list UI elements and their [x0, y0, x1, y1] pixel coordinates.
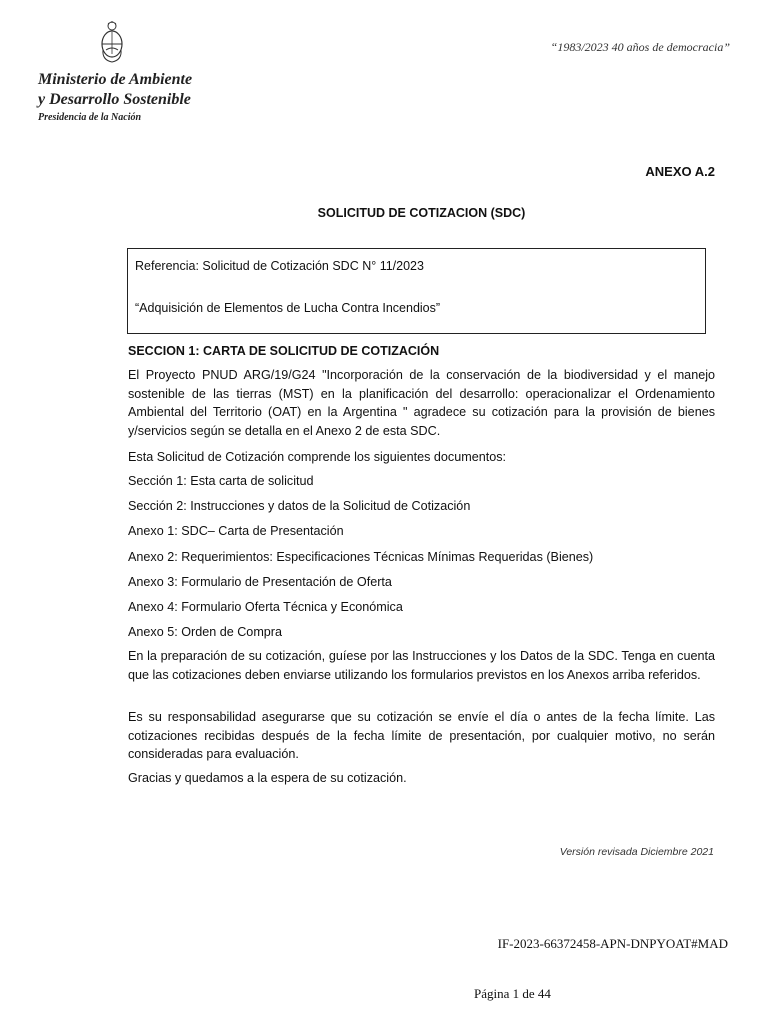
ministry-name-line2: y Desarrollo Sostenible: [38, 91, 191, 108]
reference-line: Referencia: Solicitud de Cotización SDC N° 11/2023: [135, 259, 424, 273]
list-item: Anexo 2: Requerimientos: Especificaciones Técnicas Mínimas Requeridas (Bienes): [128, 549, 594, 564]
ministry-name-line1: Ministerio de Ambiente: [38, 71, 193, 88]
list-item: Anexo 4: Formulario Oferta Técnica y Económica: [128, 599, 403, 614]
ministry-logo-text: [38, 70, 192, 126]
closing-paragraph: Gracias y quedamos a la espera de su cotización.: [128, 771, 407, 785]
national-crest-icon: [100, 20, 124, 64]
page-number: Página 1 de 44: [474, 986, 551, 1001]
intro-paragraph: El Proyecto PNUD ARG/19/G24 "Incorporación de la conservación de la biodiversidad y el manejo sostenible de las tierras (MST) en la planificación del desarrollo: operacionalizar el Ordenamiento Ambiental del Territorio (OAT) en la Argentina " agradece su cotización para la provisión de bienes y/servicios según se detalla en el Anexo 2 de esta SDC.: [128, 368, 715, 438]
document-title: SOLICITUD DE COTIZACION (SDC): [317, 206, 526, 220]
ministry-presidency-line: Presidencia de la Nación: [38, 112, 142, 123]
header-motto: “1983/2023 40 años de democracia”: [550, 40, 730, 54]
list-item: Sección 2: Instrucciones y datos de la Solicitud de Cotización: [128, 499, 471, 514]
preparation-paragraph: En la preparación de su cotización, guíese por las Instrucciones y los Datos de la SDC. Tenga en cuenta que las cotizaciones deben enviarse utilizando los formularios previstos en los Anexos arriba referidos.: [128, 649, 715, 682]
list-item: Anexo 3: Formulario de Presentación de Oferta: [128, 574, 392, 589]
documents-list: [128, 472, 593, 648]
responsibility-paragraph: Es su responsabilidad asegurarse que su cotización se envíe el día o antes de la fecha límite. Las cotizaciones recibidas después de la fecha límite de presentación, por cualquier motivo, no serán consideradas para evaluación.: [128, 710, 715, 761]
list-item: Anexo 1: SDC– Carta de Presentación: [128, 524, 344, 539]
documents-intro: Esta Solicitud de Cotización comprende los siguientes documentos:: [128, 450, 507, 464]
list-item: Sección 1: Esta carta de solicitud: [128, 474, 314, 488]
annex-label: ANEXO A.2: [645, 164, 715, 179]
list-item: Anexo 5: Orden de Compra: [128, 625, 283, 640]
reference-box: [127, 248, 706, 334]
document-id: IF-2023-66372458-APN-DNPYOAT#MAD: [497, 936, 728, 951]
section-heading: SECCION 1: CARTA DE SOLICITUD DE COTIZACIÓN: [128, 344, 440, 358]
reference-subject: “Adquisición de Elementos de Lucha Contra Incendios”: [135, 301, 441, 315]
version-note: Versión revisada Diciembre 2021: [559, 846, 714, 858]
